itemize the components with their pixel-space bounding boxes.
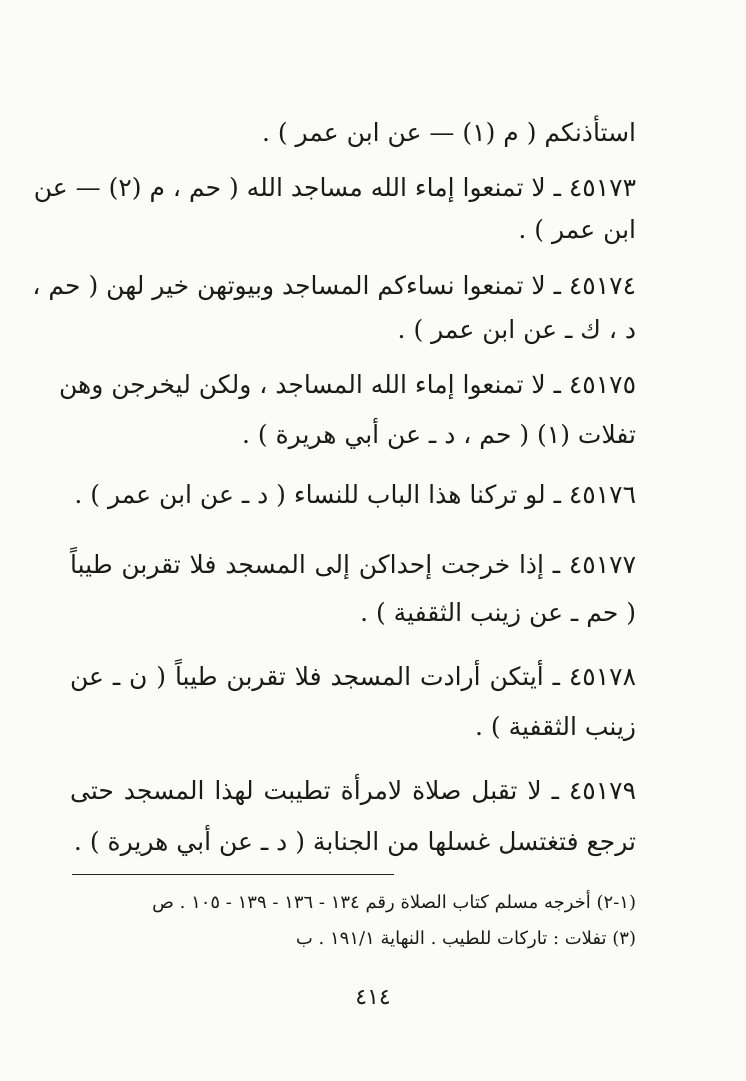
hadith-45173-line-1: ٤٥١٧٣ ـ لا تمنعوا إماء الله مساجد الله ( حم ، م (٢) — عن xyxy=(33,173,636,202)
hadith-45174-line-1: ٤٥١٧٤ ـ لا تمنعوا نساءكم المساجد وبيوتهن خير لهن ( حم ، xyxy=(32,271,636,300)
hadith-45174-line-2: د ، ك ـ عن ابن عمر ) . xyxy=(397,315,636,344)
text-line-1: استأذنكم ( م (١) — عن ابن عمر ) . xyxy=(261,118,636,147)
hadith-45179-line-2: ترجع فتغتسل غسلها من الجنابة ( د ـ عن أبي هريرة ) . xyxy=(73,827,636,856)
footnote-divider xyxy=(72,874,394,875)
hadith-45173-line-2: ابن عمر ) . xyxy=(518,215,636,244)
hadith-45175-line-2: تفلات (١) ( حم ، د ـ عن أبي هريرة ) . xyxy=(241,420,636,449)
hadith-45177-line-1: ٤٥١٧٧ ـ إذا خرجت إحداكن إلى المسجد فلا تقربن طيباً xyxy=(70,550,636,579)
hadith-45176-line-1: ٤٥١٧٦ ـ لو تركنا هذا الباب للنساء ( د ـ عن ابن عمر ) . xyxy=(74,480,636,509)
footnote-1: (١-٢) أخرجه مسلم كتاب الصلاة رقم ١٣٤ - ١٣٦ - ١٣٩ - ١٠٥ . ص xyxy=(152,892,636,913)
footnote-2: (٣) تفلات : تاركات للطيب . النهاية ١٩١/١ . ب xyxy=(295,928,636,949)
page-number: ٤١٤ xyxy=(355,985,391,1010)
hadith-45175-line-1: ٤٥١٧٥ ـ لا تمنعوا إماء الله المساجد ، ولكن ليخرجن وهن xyxy=(59,370,636,399)
hadith-45179-line-1: ٤٥١٧٩ ـ لا تقبل صلاة لامرأة تطيبت لهذا المسجد حتى xyxy=(70,776,636,805)
hadith-45177-line-2: ( حم ـ عن زينب الثقفية ) . xyxy=(360,598,636,627)
hadith-45178-line-1: ٤٥١٧٨ ـ أيتكن أرادت المسجد فلا تقربن طيباً ( ن ـ عن xyxy=(70,662,636,691)
hadith-45178-line-2: زينب الثقفية ) . xyxy=(474,712,636,741)
